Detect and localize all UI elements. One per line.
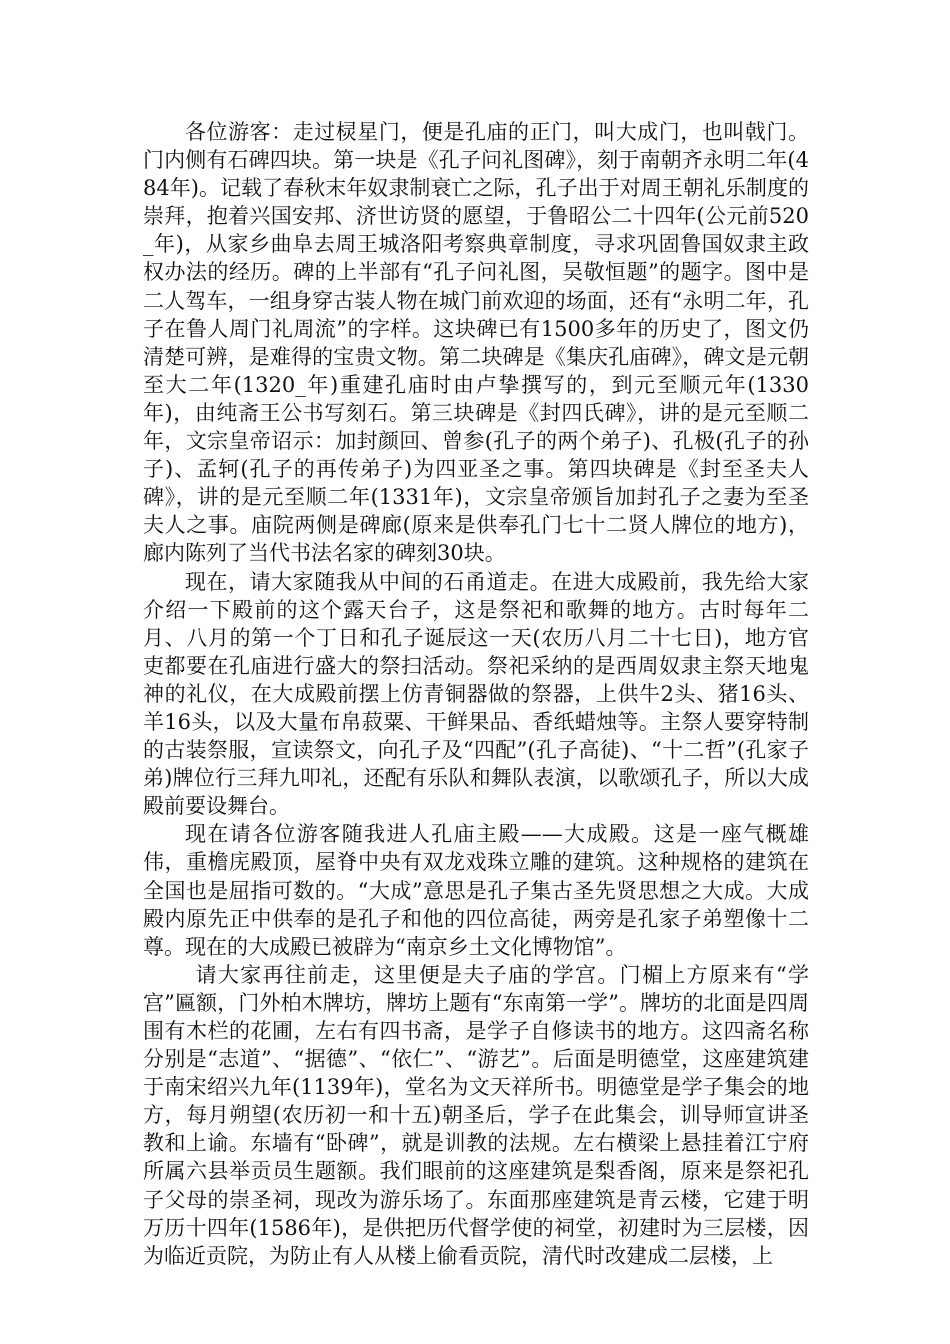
paragraph-dacheng-hall: 现在请各位游客随我进人孔庙主殿——大成殿。这是一座气概雄伟，重檐庑殿顶，屋脊中央有双龙戏珠立雕的建筑。这种规格的建筑在全国也是屈指可数的。“大成”意思是孔子集古圣先贤思想之大成。大成殿内原先正中供奉的是孔子和他的四位高徒，两旁是孔家子弟塑像十二尊。现在的大成殿已被辟为“南京乡土文化博物馆”。 (143, 822, 809, 959)
paragraph-academy: 请大家再往前走，这里便是夫子庙的学宫。门楣上方原来有“学宫”匾额，门外柏木牌坊，牌坊上题有“东南第一学”。牌坊的北面是四周围有木栏的花圃，左右有四书斋，是学子自修读书的地方。这四斋名称分别是“志道”、“据德”、“依仁”、“游艺”。后面是明德堂，这座建筑建于南宋绍兴九年(1139年)，堂名为文天祥所书。明德堂是学子集会的地方，每月朔望(农历初一和十五)朝圣后，学子在此集会，训导师宣讲圣教和上谕。东墙有“卧碑”，就是训教的法规。左右横梁上悬挂着江宁府所属六县举贡员生题额。我们眼前的这座建筑是梨香阁，原来是祭祀孔子父母的崇圣祠，现改为游乐场了。东面那座建筑是青云楼，它建于明万历十四年(1586年)，是供把历代督学使的祠堂，初建时为三层楼，因为临近贡院，为防止有人从楼上偷看贡院，清代时改建成二层楼，上 (143, 962, 809, 1268)
paragraph-sacrifice-platform: 现在，请大家随我从中间的石甬道走。在进大成殿前，我先给大家介绍一下殿前的这个露天台子，这是祭祀和歌舞的地方。古时每年二月、八月的第一个丁日和孔子诞辰这一天(农历八月二十七日)，地方官吏都要在孔庙进行盛大的祭扫活动。祭祀采纳的是西周奴隶主祭天地鬼神的礼仪，在大成殿前摆上仿青铜器做的祭器，上供牛2头、猪16头、羊16头，以及大量布帛菽粟、干鲜果品、香纸蜡烛等。主祭人要穿特制的古装祭服，宣读祭文，向孔子及“四配”(孔子高徒)、“十二哲”(孔家子弟)牌位行三拜九叩礼，还配有乐队和舞队表演，以歌颂孔子，所以大成殿前要设舞台。 (143, 569, 809, 819)
paragraph-gate-steles: 各位游客：走过棂星门，便是孔庙的正门，叫大成门，也叫戟门。门内侧有石碑四块。第一块是《孔子问礼图碑》，刻于南朝齐永明二年(484年)。记载了春秋末年奴隶制衰亡之际，孔子出于对周王朝礼乐制度的崇拜，抱着兴国安邦、济世访贤的愿望，于鲁昭公二十四年(公元前520_年)，从家乡曲阜去周王城洛阳考察典章制度，寻求巩固鲁国奴隶主政权办法的经历。碑的上半部有“孔子问礼图，吴敬恒题”的题字。图中是二人驾车，一组身穿古装人物在城门前欢迎的场面，还有“永明二年，孔子在鲁人周门礼周流”的字样。这块碑已有1500多年的历史了，图文仍清楚可辨，是难得的宝贵文物。第二块碑是《集庆孔庙碑》，碑文是元朝至大二年(1320_年)重建孔庙时由卢挚撰写的，到元至顺元年(1330年)，由纯斋王公书写刻石。第三块碑是《封四氏碑》，讲的是元至顺二年，文宗皇帝诏示：加封颜回、曾参(孔子的两个弟子)、孔极(孔子的孙子)、孟轲(孔子的再传弟子)为四亚圣之事。第四块碑是《封至圣夫人碑》，讲的是元至顺二年(1331年)，文宗皇帝颁旨加封孔子之妻为至圣夫人之事。庙院两侧是碑廊(原来是供奉孔门七十二贤人牌位的地方)，廊内陈列了当代书法名家的碑刻30块。 (143, 120, 809, 566)
document-body (143, 118, 809, 1270)
